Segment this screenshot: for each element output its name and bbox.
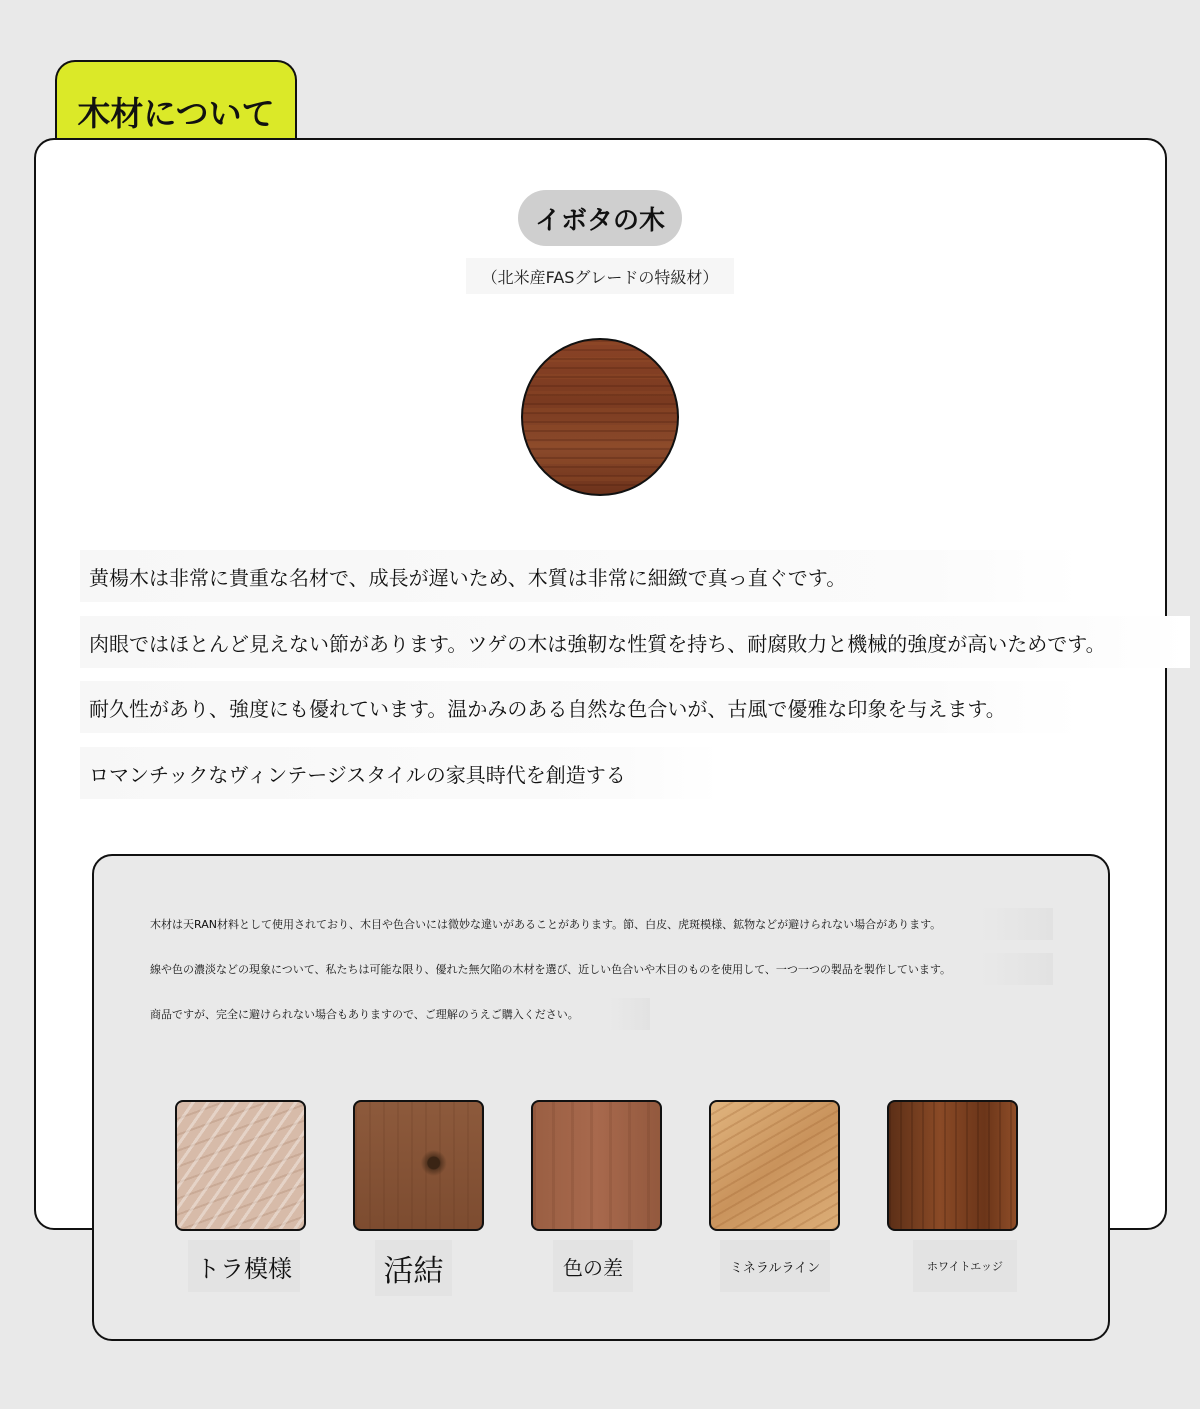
- sample-image-color-difference: [531, 1100, 662, 1231]
- description-line: ロマンチックなヴィンテージスタイルの家具時代を創造する: [80, 747, 720, 799]
- wood-name-badge: [518, 190, 682, 246]
- wood-subtitle: （北米産FASグレードの特級材）: [466, 258, 734, 294]
- description-line: 肉眼ではほとんど見えない節があります。ツゲの木は強靭な性質を持ち、耐腐敗力と機械的強度が高いためです。: [80, 616, 1190, 668]
- description-line: 黄楊木は非常に貴重な名材で、成長が遅いため、木質は非常に細緻で真っ直ぐです。: [80, 550, 1082, 602]
- wood-swatch-image: [521, 338, 679, 496]
- notice-line: 線や色の濃淡などの現象について、私たちは可能な限り、優れた無欠陥の木材を選び、近しい色合いや木目のものを使用して、一つ一つの製品を製作しています。: [140, 953, 1053, 985]
- sample-image-mineral-line: [709, 1100, 840, 1231]
- sample-label: 活結: [375, 1240, 452, 1296]
- notice-line: 木材は天RAN材料として使用されており、木目や色合いには微妙な違いがあることがあります。節、白皮、虎斑模様、鉱物などが避けられない場合があります。: [140, 908, 1053, 940]
- wood-name: イボタの木: [534, 205, 665, 236]
- section-tab-label: 木材について: [77, 94, 275, 133]
- section-tab: [55, 60, 297, 144]
- sample-image-white-edge: [887, 1100, 1018, 1231]
- description-line: 耐久性があり、強度にも優れています。温かみのある自然な色合いが、古風で優雅な印象を与えます。: [80, 681, 1082, 733]
- sample-label: ホワイトエッジ: [913, 1240, 1017, 1292]
- sample-label: 色の差: [553, 1240, 633, 1292]
- sample-label: トラ模様: [188, 1240, 300, 1292]
- sample-label: ミネラルライン: [720, 1240, 830, 1292]
- sample-image-tiger-stripe: [175, 1100, 306, 1231]
- sample-image-live-knot: [353, 1100, 484, 1231]
- notice-line: 商品ですが、完全に避けられない場合もありますので、ご理解のうえご購入ください。: [140, 998, 650, 1030]
